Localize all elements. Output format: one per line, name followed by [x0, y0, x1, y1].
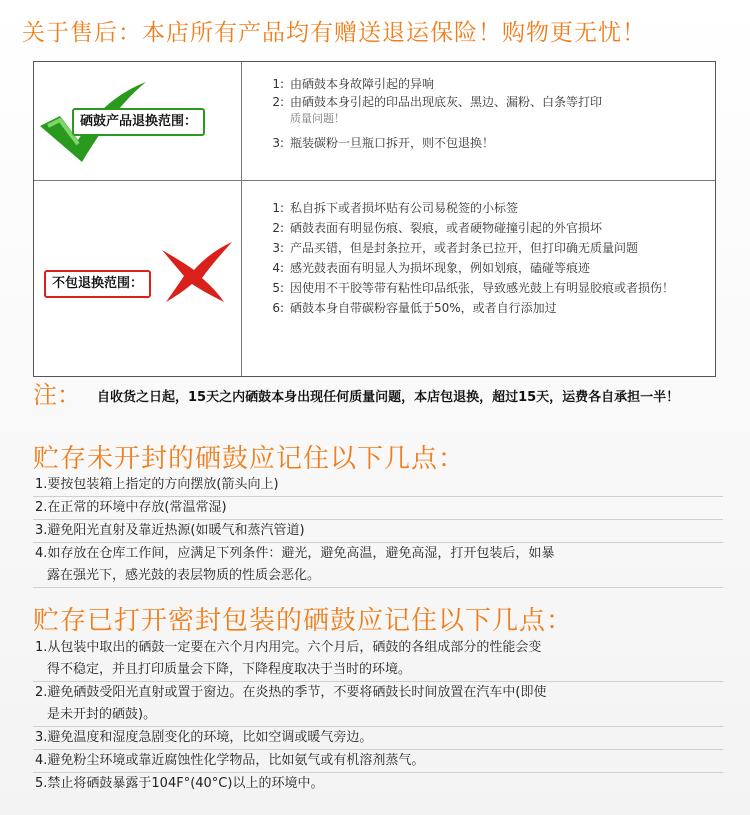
unopened-title: 贮存未开封的硒鼓应记住以下几点： — [33, 444, 466, 474]
list-item: 1.从包装中取出的硒鼓一定要在六个月内用完。六个月后，硒鼓的各组成部分的性能会变 得不稳定，并且打印质量会下降，下降程度取决于当时的环境。 — [33, 637, 723, 682]
list-item: 4: 感光鼓表面有明显人为损坏现象，例如划痕，磕碰等痕迹 — [272, 261, 591, 275]
note-prefix: 注： — [33, 381, 81, 409]
list-item: 2.在正常的环境中存放(常温常湿) — [33, 497, 723, 520]
page-title: 关于售后：本店所有产品均有赠送退运保险！购物更无忧！ — [22, 20, 646, 46]
list-item: 3.避免阳光直射及靠近热源(如暖气和蒸汽管道) — [33, 520, 723, 543]
no-return-scope-label: 不包退换范围： — [44, 270, 151, 298]
unopened-list — [33, 474, 723, 588]
no-return-scope-list — [260, 200, 700, 316]
opened-list — [33, 637, 723, 795]
list-item: 1: 由硒鼓本身故障引起的异响 — [272, 77, 435, 91]
cross-icon — [158, 240, 234, 304]
note — [33, 381, 723, 409]
list-item: 2: 硒鼓表面有明显伤痕、裂痕，或者硬物碰撞引起的外官损坏 — [272, 221, 603, 235]
list-item: 2.避免硒鼓受阳光直射或置于窗边。在炎热的季节，不要将硒鼓长时间放置在汽车中(即使 是未开封的硒鼓)。 — [33, 682, 723, 727]
list-item: 5.禁止将硒鼓暴露于104F°(40°C)以上的环境中。 — [35, 776, 324, 791]
table-divider-vertical — [241, 62, 242, 376]
list-item: 4.如存放在仓库工作间，应满足下列条件：避光，避免高温，避免高湿，打开包装后，如暴 露在强光下，感光鼓的表层物质的性质会恶化。 — [33, 543, 723, 588]
list-item: 4.避免粉尘环境或靠近腐蚀性化学物品，比如氨气或有机溶剂蒸气。 — [33, 750, 723, 773]
table-divider-horizontal — [34, 180, 715, 181]
list-item: 3: 瓶装碳粉一旦瓶口拆开，则不包退换！ — [272, 136, 495, 150]
after-sales-table — [33, 61, 716, 377]
list-item: 5: 因使用不干胶等带有粘性印品纸张，导致感光鼓上有明显胶痕或者损伤！ — [272, 281, 675, 295]
list-item: 2: 由硒鼓本身引起的印品出现底灰、黑边、漏粉、白条等打印 质量问题！ — [272, 95, 603, 125]
list-item: 1.要按包装箱上指定的方向摆放(箭头向上) — [33, 474, 723, 497]
list-item: 3: 产品买错，但是封条拉开，或者封条已拉开，但打印确无质量问题 — [272, 241, 639, 255]
list-item: 3.避免温度和湿度急剧变化的环境，比如空调或暖气旁边。 — [33, 727, 723, 750]
note-text: 自收货之日起，15天之内硒鼓本身出现任何质量问题，本店包退换，超过15天，运费各自承担一半！ — [97, 390, 680, 405]
list-item: 1: 私自拆下或者损坏贴有公司易税签的小标签 — [272, 201, 519, 215]
return-scope-label: 硒鼓产品退换范围： — [72, 108, 205, 136]
opened-title: 贮存已打开密封包装的硒鼓应记住以下几点： — [33, 606, 574, 636]
list-item: 6: 硒鼓本身自带碳粉容量低于50%，或者自行添加过 — [272, 301, 557, 315]
return-scope-list — [260, 76, 700, 151]
